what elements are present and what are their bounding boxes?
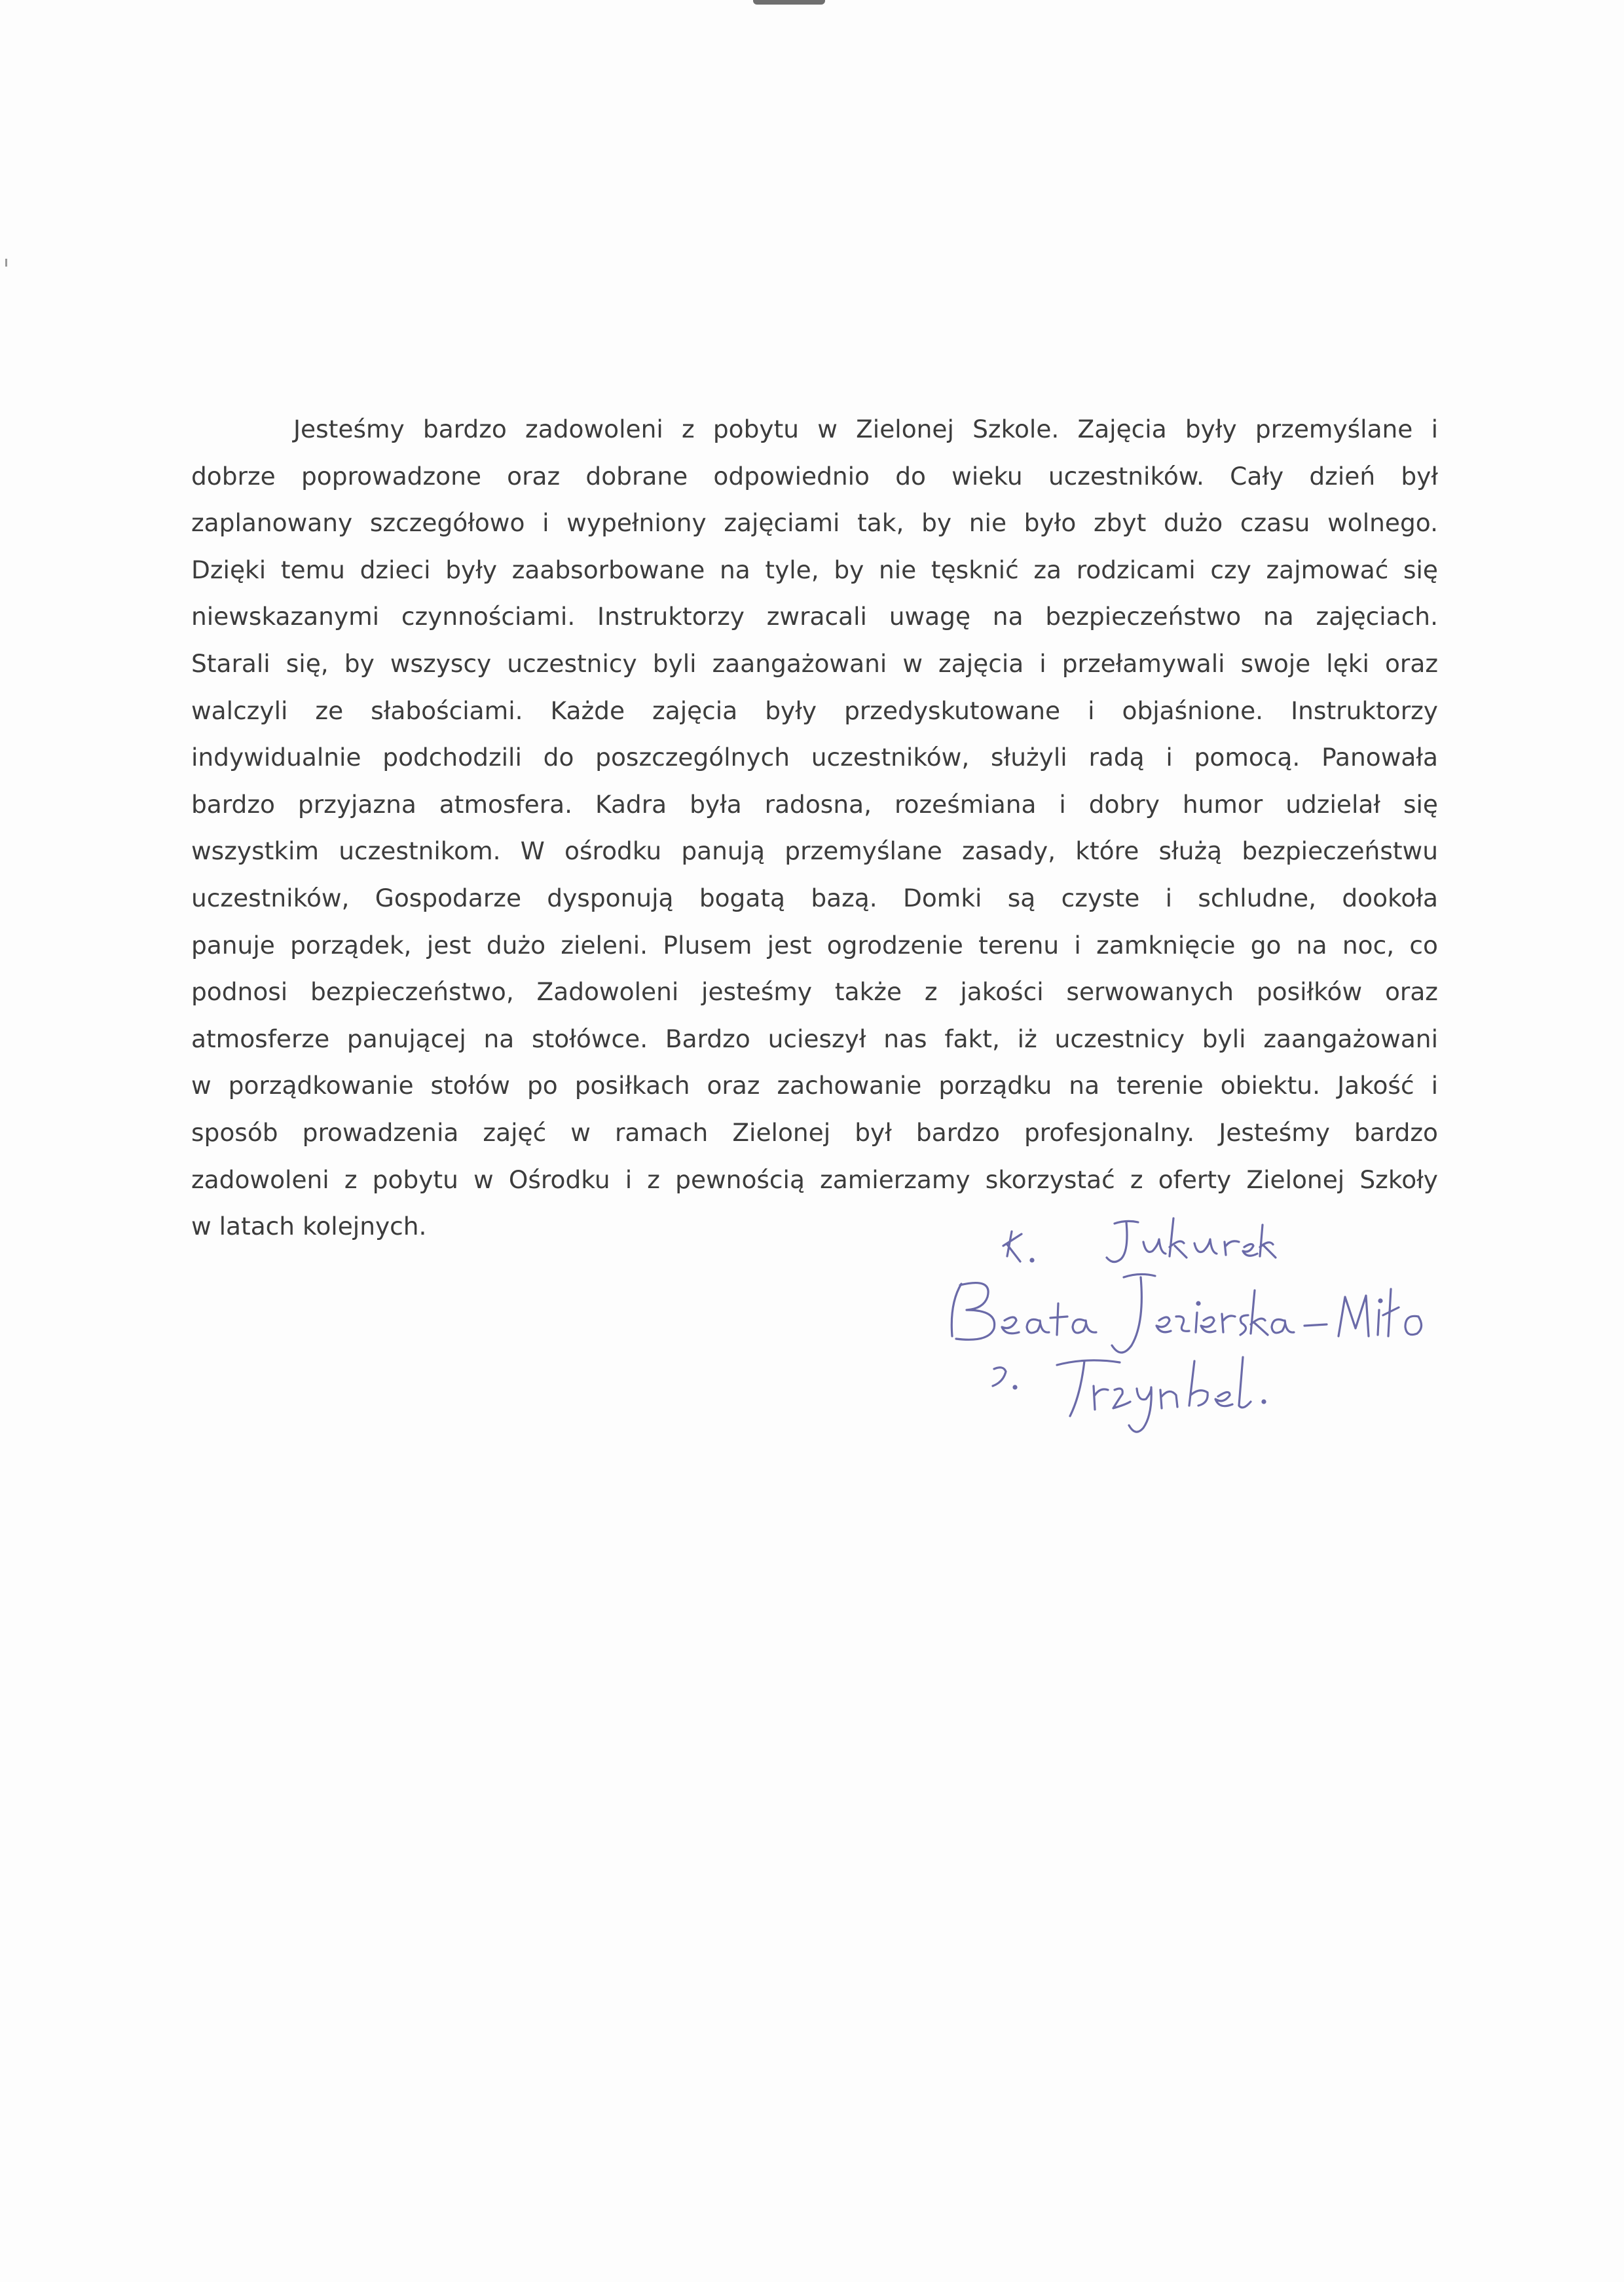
letter-line: zaplanowany szczegółowo i wypełniony zajęciami tak, by nie było zbyt dużo czasu wolnego. (191, 508, 1438, 538)
letter-line: niewskazanymi czynnościami. Instruktorzy zwracali uwagę na bezpieczeństwo na zajęciach. (191, 602, 1438, 631)
signature-2 (951, 1274, 1421, 1353)
letter-line: Jesteśmy bardzo zadowoleni z pobytu w Zielonej Szkole. Zajęcia były przemyślane i (293, 415, 1438, 443)
handwritten-signatures (930, 1205, 1467, 1467)
signature-3 (993, 1357, 1265, 1432)
letter-line: indywidualnie podchodzili do poszczególnych uczestników, służyli radą i pomocą. Panowała (191, 743, 1438, 772)
letter-line: sposób prowadzenia zajęć w ramach Zielonej był bardzo profesjonalny. Jesteśmy bardzo (191, 1117, 1438, 1147)
letter-line: uczestników, Gospodarze dysponują bogatą bazą. Domki są czyste i schludne, dookoła (191, 883, 1438, 912)
letter-line: panuje porządek, jest dużo zieleni. Plusem jest ogrodzenie terenu i zamknięcie go na noc, co (191, 930, 1438, 960)
letter-line: dobrze poprowadzone oraz dobrane odpowiednio do wieku uczestników. Cały dzień był (191, 461, 1438, 491)
letter-line: Starali się, by wszyscy uczestnicy byli zaangażowani w zajęcia i przełamywali swoje lęki oraz (191, 648, 1438, 678)
scan-edge-mark (5, 259, 7, 267)
letter-body (191, 406, 1438, 1250)
letter-line: w porządkowanie stołów po posiłkach oraz zachowanie porządku na terenie obiektu. Jakość i (191, 1071, 1438, 1100)
letter-line: atmosferze panującej na stołówce. Bardzo ucieszył nas fakt, iż uczestnicy byli zaangażowani (191, 1024, 1438, 1053)
signature-1 (1003, 1218, 1276, 1262)
letter-line: zadowoleni z pobytu w Ośrodku i z pewnością zamierzamy skorzystać z oferty Zielonej Szkoły (191, 1165, 1438, 1194)
scan-artifact (753, 0, 825, 5)
letter-line: wszystkim uczestnikom. W ośrodku panują przemyślane zasady, które służą bezpieczeństwu (191, 836, 1438, 866)
letter-line: Dzięki temu dzieci były zaabsorbowane na tyle, by nie tęsknić za rodzicami czy zajmować się (191, 555, 1438, 584)
letter-line: walczyli ze słabościami. Każde zajęcia były przedyskutowane i objaśnione. Instruktorzy (191, 696, 1438, 725)
letter-line: w latach kolejnych. (191, 1212, 427, 1241)
letter-line: podnosi bezpieczeństwo, Zadowoleni jesteśmy także z jakości serwowanych posiłków oraz (191, 977, 1438, 1007)
letter-line: bardzo przyjazna atmosfera. Kadra była radosna, roześmiana i dobry humor udzielał się (191, 789, 1438, 819)
